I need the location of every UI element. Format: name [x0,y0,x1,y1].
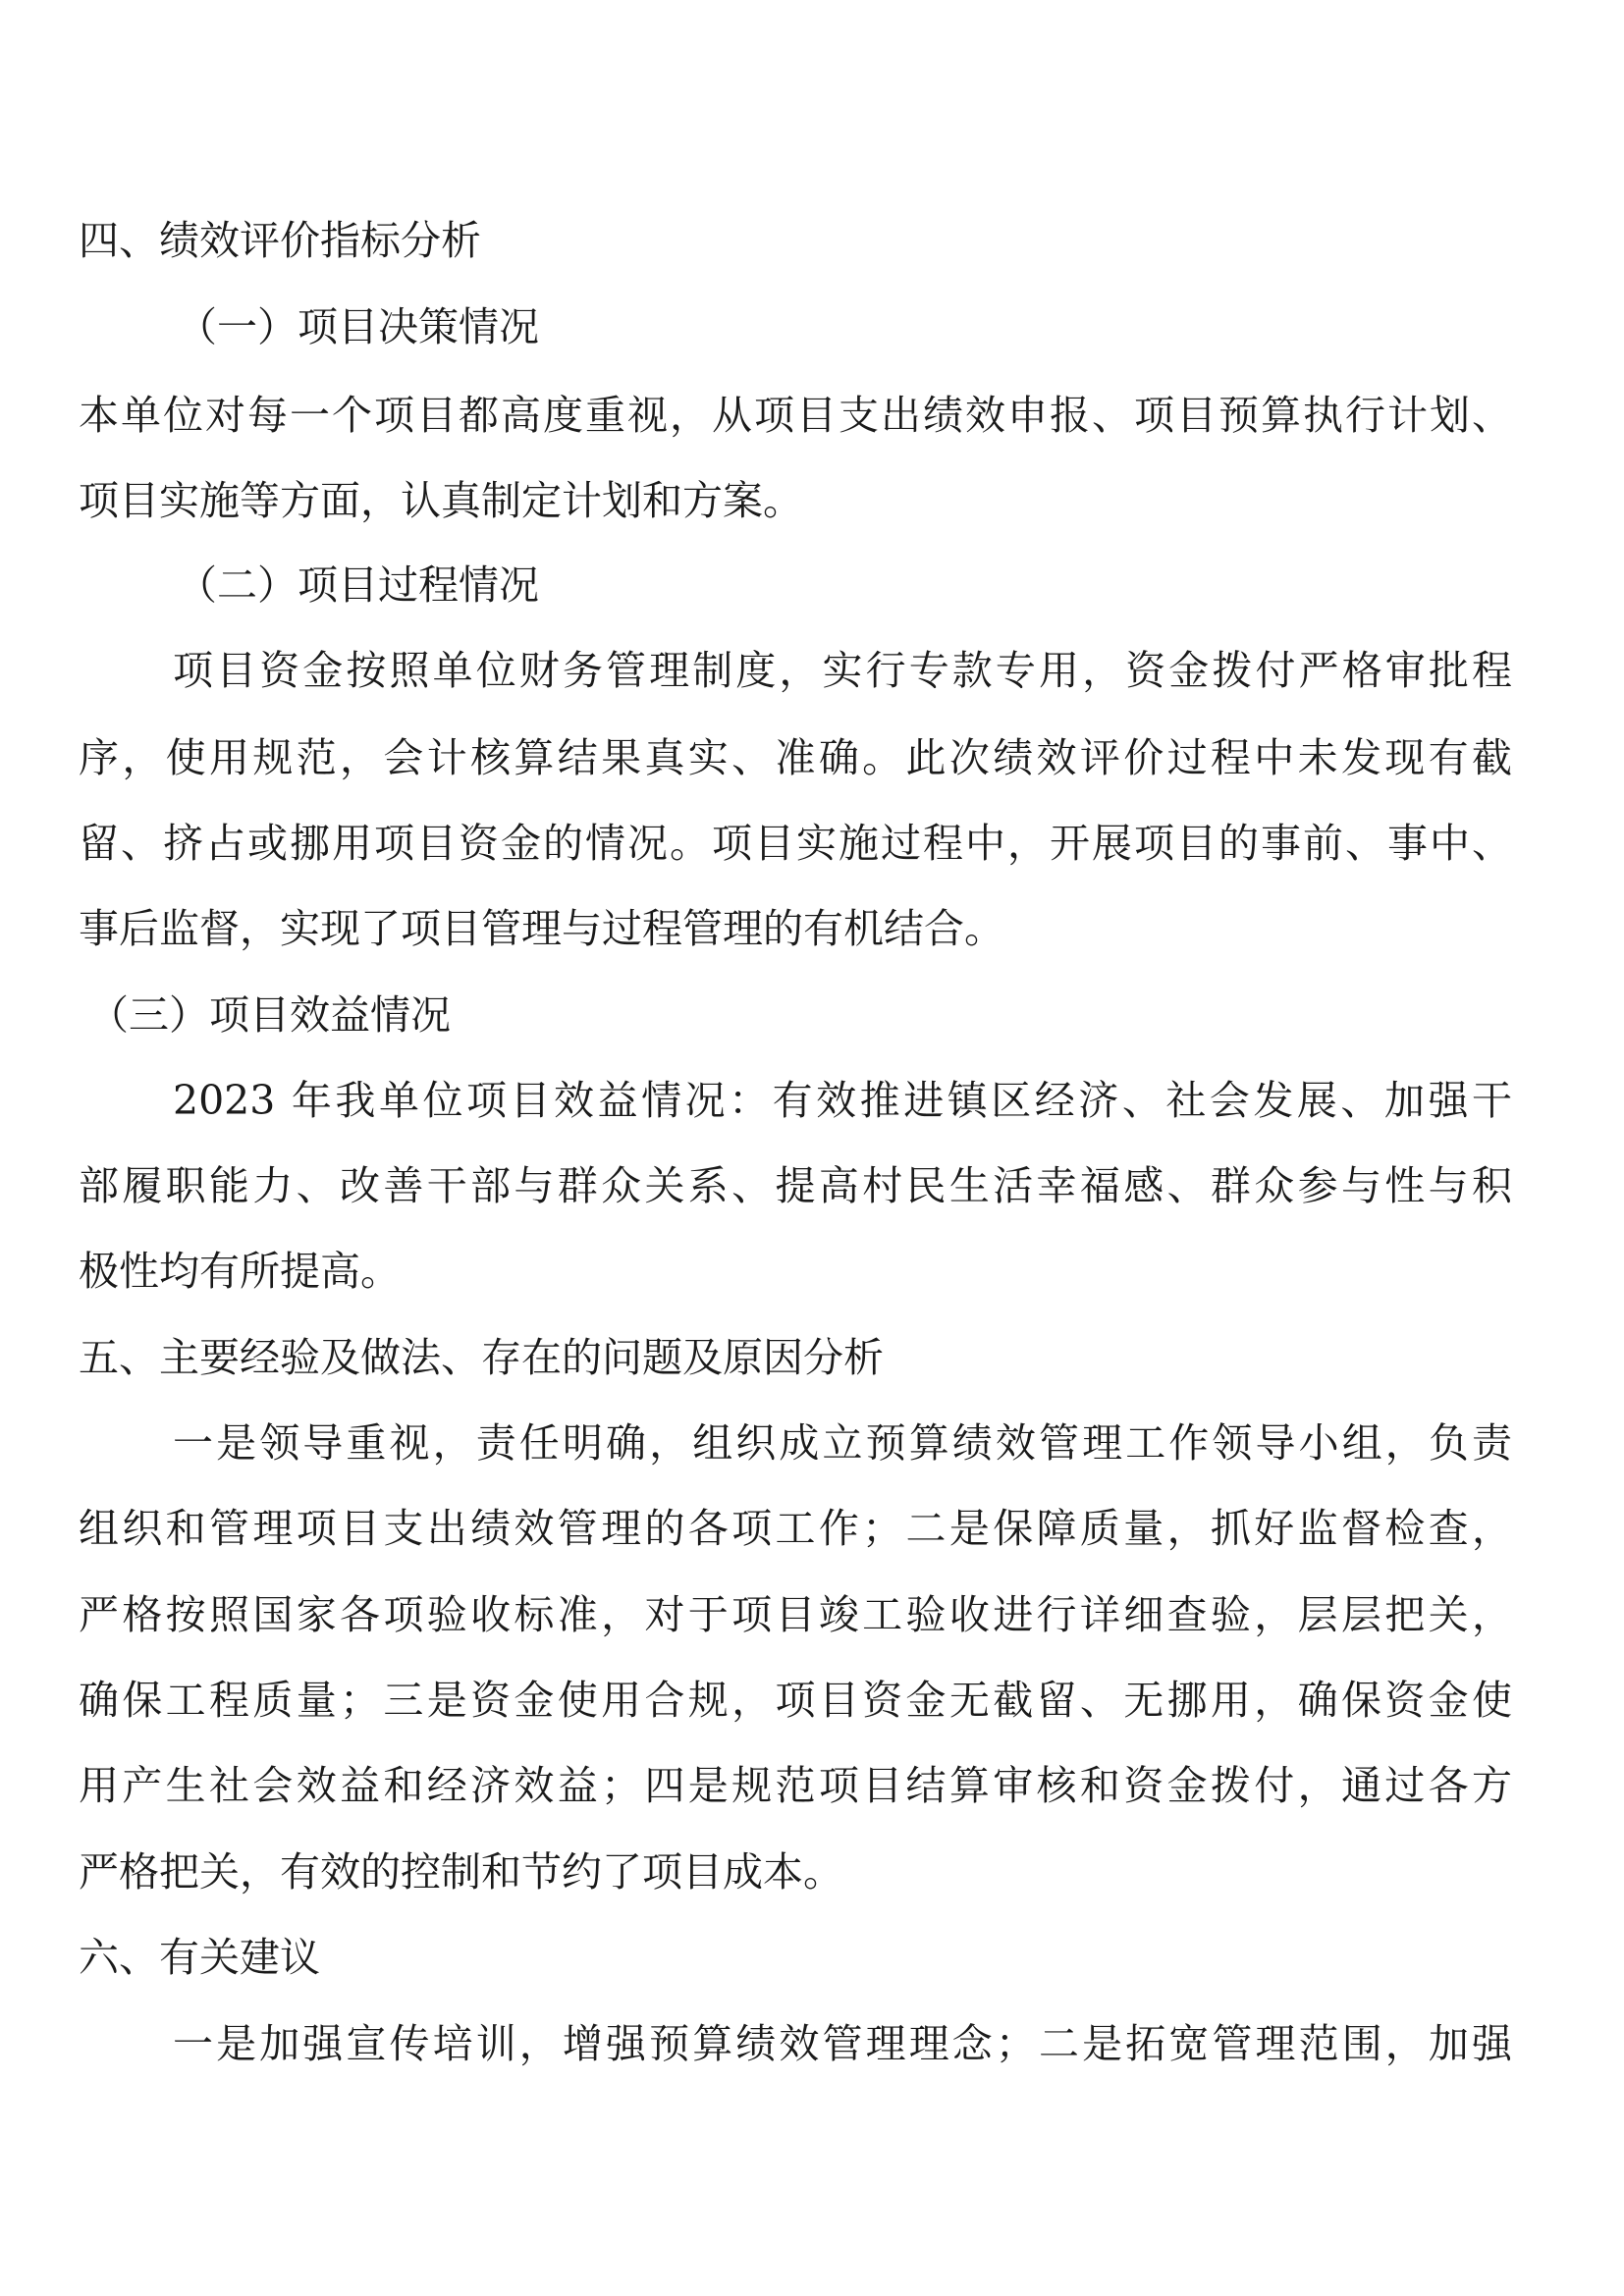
section-heading-4: 四、绩效评价指标分析 [79,217,481,264]
paragraph-line: 项目资金按照单位财务管理制度，实行专款专用，资金拨付严格审批程 [173,647,1512,694]
paragraph-line: 一是领导重视，责任明确，组织成立预算绩效管理工作领导小组，负责 [173,1419,1512,1467]
paragraph-line: 确保工程质量；三是资金使用合规，项目资金无截留、无挪用，确保资金使 [79,1677,1512,1724]
paragraph-line: 严格把关，有效的控制和节约了项目成本。 [79,1848,843,1896]
section-heading-5: 五、主要经验及做法、存在的问题及原因分析 [79,1334,884,1381]
paragraph-line: 本单位对每一个项目都高度重视，从项目支出绩效申报、项目预算执行计划、 [79,392,1512,439]
paragraph-line: 部履职能力、改善干部与群众关系、提高村民生活幸福感、群众参与性与积 [79,1162,1512,1209]
subsection-heading-1: （一）项目决策情况 [177,303,539,350]
paragraph-line: 序，使用规范，会计核算结果真实、准确。此次绩效评价过程中未发现有截 [79,734,1512,781]
paragraph-line: 严格按照国家各项验收标准，对于项目竣工验收进行详细查验，层层把关， [79,1591,1512,1638]
paragraph-line: 项目实施等方面，认真制定计划和方案。 [79,477,803,524]
subsection-heading-2: （二）项目过程情况 [177,561,539,609]
paragraph-line: 2023 年我单位项目效益情况：有效推进镇区经济、社会发展、加强干 [173,1077,1512,1124]
paragraph-line: 极性均有所提高。 [79,1248,401,1295]
subsection-heading-3: （三）项目效益情况 [88,991,451,1039]
paragraph-line: 事后监督，实现了项目管理与过程管理的有机结合。 [79,905,1004,952]
paragraph-line: 留、挤占或挪用项目资金的情况。项目实施过程中，开展项目的事前、事中、 [79,820,1512,867]
paragraph-line: 组织和管理项目支出绩效管理的各项工作；二是保障质量，抓好监督检查， [79,1505,1512,1552]
paragraph-line: 用产生社会效益和经济效益；四是规范项目结算审核和资金拨付，通过各方 [79,1762,1512,1809]
section-heading-6: 六、有关建议 [79,1934,320,1981]
paragraph-line: 一是加强宣传培训，增强预算绩效管理理念；二是拓宽管理范围，加强 [173,2020,1512,2067]
